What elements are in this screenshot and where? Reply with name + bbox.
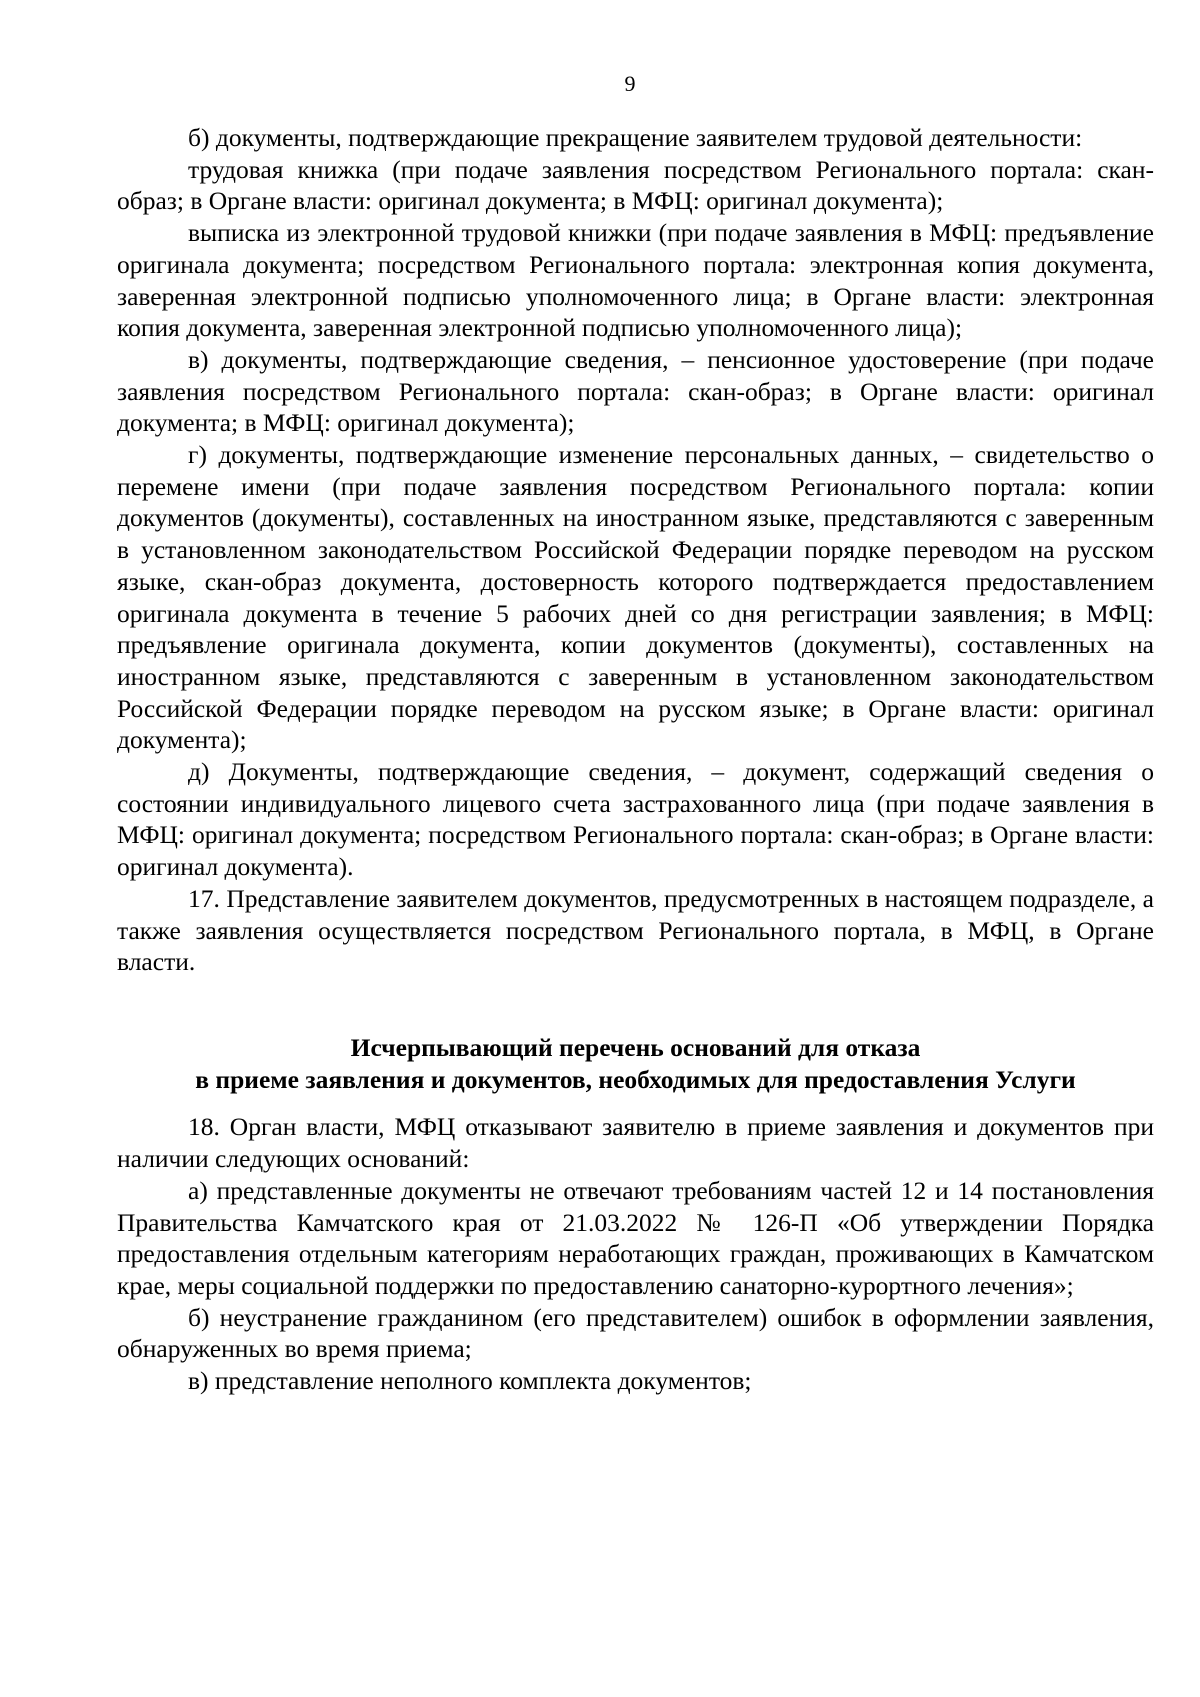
document-body <box>117 122 1154 1397</box>
paragraph-v-incomplete-set: в) представление неполного комплекта документов; <box>188 1366 752 1396</box>
page-number: 9 <box>624 71 636 96</box>
paragraph-b-termination-documents: б) документы, подтверждающие прекращение заявителем трудовой деятельности: <box>188 123 1083 152</box>
paragraph-work-record-book: трудовая книжка (при подаче заявления посредством Регионального портала: скан-образ; в Органе власти: оригинал документа; в МФЦ: оригинал документа); <box>117 154 1154 216</box>
paragraph-18-refusal-grounds: 18. Орган власти, МФЦ отказывают заявителю в приеме заявления и документов при наличии следующих оснований: <box>117 1112 1154 1174</box>
paragraph-g-personal-data-change: г) документы, подтверждающие изменение персональных данных, – свидетельство о перемене имени (при подаче заявления посредством Регионального портала: копии документов (документы), составленных на иностранном языке, представляются с заверенным в установленном законодательством Российской Федерации порядке переводом на русском языке, скан-образ документа, достоверность которого подтверждается предоставлением оригинала документа в течение 5 рабочих дней со дня регистрации заявления; в МФЦ: предъявление оригинала документа, копии документов (документы), составленных на иностранном языке, представляются с заверенным в установленном законодательством Российской Федерации порядке переводом на русском языке; в Органе власти: оригинал документа); <box>117 440 1154 755</box>
section-heading-line-2: в приеме заявления и документов, необходимых для предоставления Услуги <box>195 1064 1076 1094</box>
paragraph-a-requirements: а) представленные документы не отвечают требованиям частей 12 и 14 постановления Правительства Камчатского края от 21.03.2022 № 126-П «Об утверждении Порядка предоставления отдельным категориям неработающих граждан, проживающих в Камчатском крае, меры социальной поддержки по предоставлению санаторно-курортного лечения»; <box>117 1175 1154 1300</box>
paragraph-17-submission: 17. Представление заявителем документов, предусмотренных в настоящем подразделе, а также заявления осуществляется посредством Регионального портала, в МФЦ, в Органе власти. <box>117 883 1154 977</box>
section-heading <box>117 1032 1154 1095</box>
paragraph-v-pension-certificate: в) документы, подтверждающие сведения, – пенсионное удостоверение (при подаче заявления посредством Регионального портала: скан-образ; в Органе власти: оригинал документа; в МФЦ: оригинал документа); <box>117 344 1154 438</box>
section-heading-line-1: Исчерпывающий перечень оснований для отказа <box>350 1032 921 1062</box>
paragraph-d-personal-account: д) Документы, подтверждающие сведения, – документ, содержащий сведения о состоянии индивидуального лицевого счета застрахованного лица (при подаче заявления в МФЦ: оригинал документа; посредством Регионального портала: скан-образ; в Органе власти: оригинал документа). <box>117 757 1154 882</box>
paragraph-electronic-work-record: выписка из электронной трудовой книжки (при подаче заявления в МФЦ: предъявление оригинала документа; посредством Регионального портала: электронная копия документа, заверенная электронной подписью уполномоченного лица; в Органе власти: электронная копия документа, заверенная электронной подписью уполномоченного лица); <box>117 218 1154 343</box>
paragraph-b-errors: б) неустранение гражданином (его представителем) ошибок в оформлении заявления, обнаруженных во время приема; <box>117 1302 1154 1364</box>
